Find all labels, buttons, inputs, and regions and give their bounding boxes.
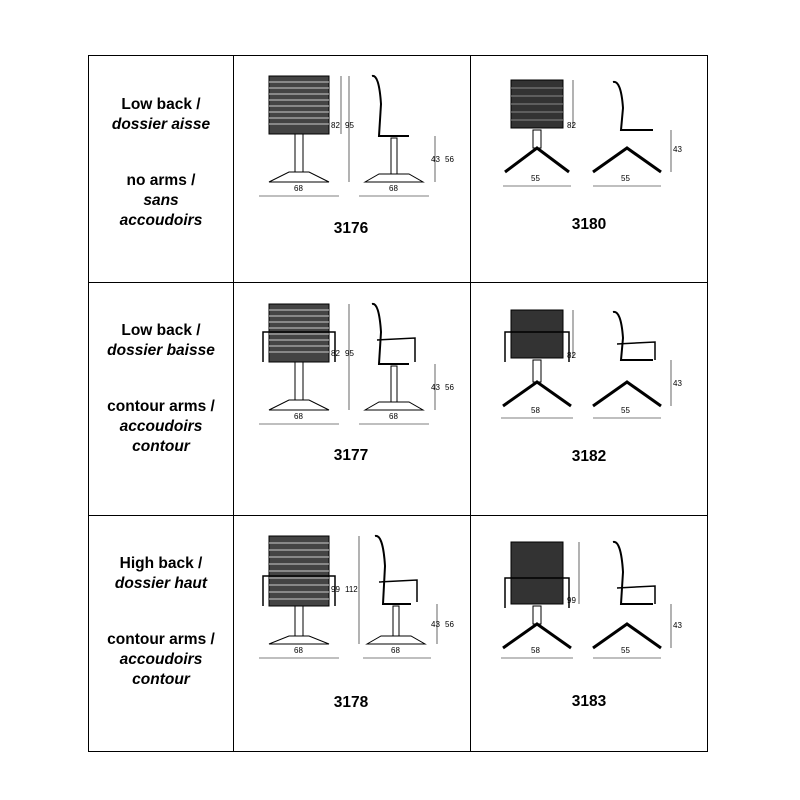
dim-front-width: 55: [531, 174, 540, 183]
dim-back-height: 82: [331, 121, 340, 130]
arms-fr: accoudoirs: [119, 212, 203, 229]
dim-side-depth: 55: [621, 174, 630, 183]
label-fr: dossier haut: [114, 575, 208, 592]
backrest-icon: [269, 76, 329, 134]
dim-front-width: 68: [294, 184, 303, 193]
chair-3180-drawing: [475, 68, 703, 198]
model-number: 3180: [571, 216, 607, 233]
dim-side-depth: 68: [389, 412, 398, 421]
dim-front-width: 58: [531, 646, 540, 655]
dim-seat-min: 43: [431, 155, 440, 164]
backrest-icon: [511, 542, 563, 604]
model-number: 3182: [571, 448, 607, 465]
arms-fr: contour: [132, 671, 190, 688]
chair-3178-drawing: [239, 526, 465, 676]
dim-seat-height: 43: [673, 621, 682, 630]
dim-seat-height: 43: [673, 145, 682, 154]
dim-side-depth: 55: [621, 646, 630, 655]
dim-total-height: 95: [345, 121, 354, 130]
dim-back-height: 82: [567, 351, 576, 360]
row-3-label: [89, 554, 233, 690]
chair-3177-drawing: [239, 292, 465, 442]
arms-fr: sans: [143, 192, 179, 209]
column-divider: [233, 56, 234, 751]
row-divider: [89, 515, 707, 516]
arms-fr: accoudoirs: [119, 651, 203, 668]
dim-back-height: 99: [567, 596, 576, 605]
row-2-label: [89, 321, 233, 457]
dim-seat-height: 43: [673, 379, 682, 388]
dim-seat-min: 43: [431, 383, 440, 392]
model-number: 3183: [571, 693, 607, 710]
label-fr: dossier aisse: [111, 116, 211, 133]
dim-front-width: 68: [294, 412, 303, 421]
model-number: 3176: [333, 220, 369, 237]
dim-side-depth: 68: [391, 646, 400, 655]
dim-back-height: 82: [331, 349, 340, 358]
model-number: 3178: [333, 694, 369, 711]
label-en: High back /: [119, 555, 203, 572]
arms-en: contour arms /: [107, 398, 215, 415]
dim-seat-max: 56: [445, 620, 454, 629]
dim-side-depth: 55: [621, 406, 630, 415]
chair-3183-drawing: [475, 532, 703, 672]
chair-3176-drawing: [239, 64, 465, 214]
dim-seat-max: 56: [445, 155, 454, 164]
backrest-icon: [511, 310, 563, 358]
spec-table: [88, 55, 708, 752]
arms-fr: contour: [132, 438, 190, 455]
column-divider: [470, 56, 471, 751]
dim-seat-max: 56: [445, 383, 454, 392]
backrest-icon: [269, 304, 329, 362]
arms-fr: accoudoirs: [119, 418, 203, 435]
chair-3182-drawing: [475, 292, 703, 432]
dim-back-height: 82: [567, 121, 576, 130]
row-1-label: [89, 95, 233, 231]
dim-side-depth: 68: [389, 184, 398, 193]
label-en: Low back /: [121, 322, 201, 339]
dim-front-width: 58: [531, 406, 540, 415]
dim-total-height: 95: [345, 349, 354, 358]
model-number: 3177: [333, 447, 369, 464]
arms-en: no arms /: [126, 172, 196, 189]
dim-total-height: 112: [345, 585, 358, 594]
dim-seat-min: 43: [431, 620, 440, 629]
label-fr: dossier baisse: [107, 342, 215, 359]
row-divider: [89, 282, 707, 283]
dim-back-height: 99: [331, 585, 340, 594]
arms-en: contour arms /: [107, 631, 215, 648]
label-en: Low back /: [121, 96, 201, 113]
dim-front-width: 68: [294, 646, 303, 655]
